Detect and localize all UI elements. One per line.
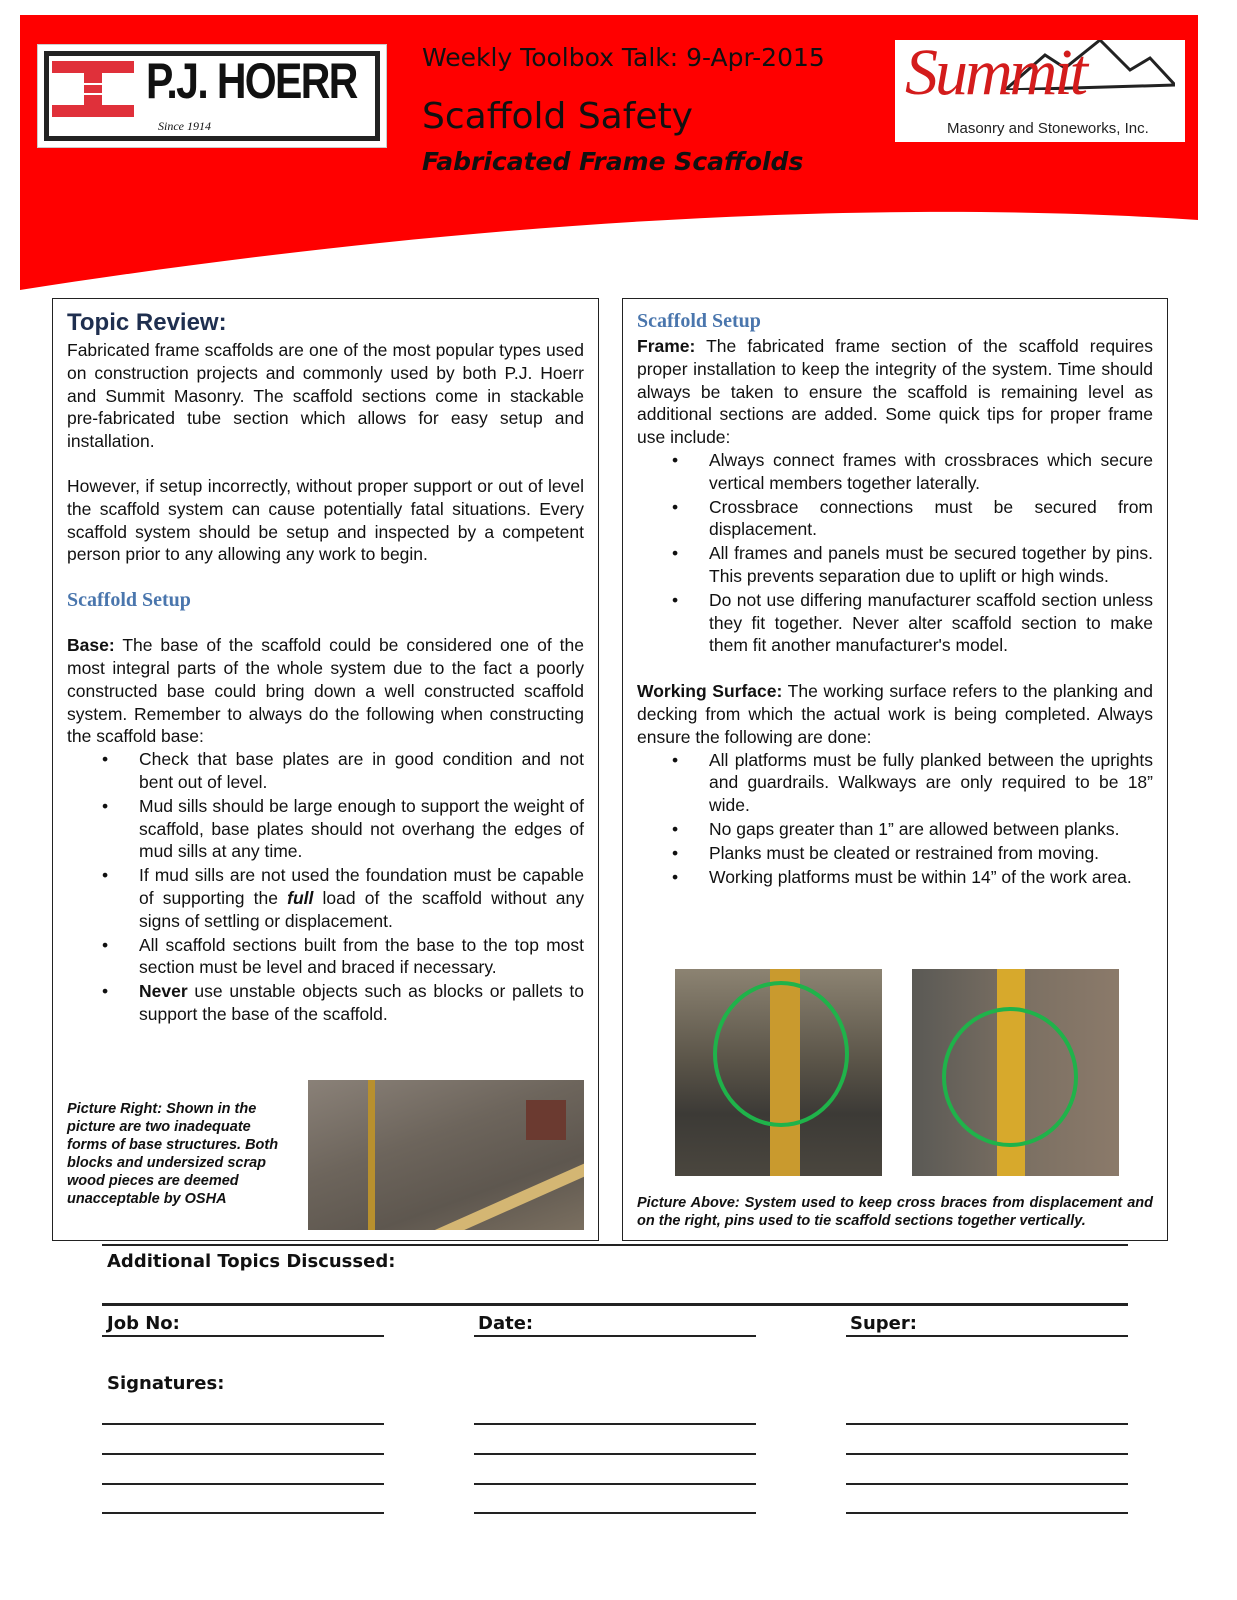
right-picture-row [637, 969, 1153, 1176]
job-no-label: Job No: [107, 1313, 180, 1334]
signature-line[interactable] [474, 1483, 756, 1485]
base-structure-photo [308, 1080, 584, 1230]
intro-paragraph: Fabricated frame scaffolds are one of the most popular types used on construction projects and commonly used by both P.J. Hoerr and Summit Masonry. The scaffold sections come in stackable pre-fabricated tube section which allows for easy setup and installation. [67, 340, 584, 452]
signature-line[interactable] [846, 1453, 1128, 1455]
additional-topics-line[interactable] [102, 1303, 1128, 1306]
list-item: • Crossbrace connections must be secured from displacement. [637, 496, 1153, 542]
date-field[interactable] [474, 1335, 756, 1337]
signature-line[interactable] [474, 1453, 756, 1455]
list-item: • All scaffold sections built from the base to the top most section must be level and braced if necessary. [67, 934, 584, 980]
list-item: • Check that base plates are in good condition and not bent out of level. [67, 748, 584, 794]
page-title: Scaffold Safety [422, 96, 693, 137]
crossbrace-photo [675, 969, 882, 1176]
signature-line[interactable] [102, 1423, 384, 1425]
job-no-field[interactable] [102, 1335, 384, 1337]
i-beam-icon [52, 59, 134, 119]
topic-review-heading: Topic Review: [67, 309, 227, 336]
warning-paragraph: However, if setup incorrectly, without proper support or out of level the scaffold system can cause potentially fatal situations. Every scaffold system should be setup and inspected by a competent person prior to any allowing any work to begin. [67, 475, 584, 565]
super-field[interactable] [846, 1335, 1128, 1337]
frame-paragraph: Frame: The fabricated frame section of the scaffold requires proper installation to keep the integrity of the system. Time should always be taken to ensure the scaffold is remaining level as additional sections are added. Some quick tips for proper frame use include: [637, 336, 1153, 448]
signatures-label: Signatures: [107, 1373, 225, 1394]
header-banner [0, 0, 1237, 300]
base-paragraph: Base: The base of the scaffold could be considered one of the most integral parts of the whole system due to the fact a poorly constructed base could bring down a well constructed scaffold system. Remember to always do the following when constructing the scaffold base: [67, 635, 584, 747]
left-picture-caption: Picture Right: Shown in the picture are two inadequate forms of base structures. Both blocks and undersized scrap wood pieces are deemed unacceptable by OSHA [67, 1101, 279, 1207]
left-panel [52, 298, 599, 1241]
pin-photo [912, 969, 1119, 1176]
list-item: • Never use unstable objects such as blocks or pallets to support the base of the scaffold. [67, 980, 584, 1026]
right-picture-caption: Picture Above: System used to keep cross braces from displacement and on the right, pins used to tie scaffold sections together vertically. [637, 1195, 1153, 1229]
list-item: • Mud sills should be large enough to support the weight of scaffold, base plates should not overhang the edges of mud sills at any time. [67, 795, 584, 863]
summit-logo: Summit Masonry and Stoneworks, Inc. [895, 40, 1185, 142]
list-item: • If mud sills are not used the foundation must be capable of supporting the full load of the scaffold without any signs of settling or displacement. [67, 864, 584, 932]
list-item: • All platforms must be fully planked between the uprights and guardrails. Walkways are only required to be 18” wide. [637, 749, 1153, 817]
signature-line[interactable] [846, 1512, 1128, 1514]
frame-list [637, 449, 1153, 658]
super-label: Super: [850, 1313, 917, 1334]
signature-line[interactable] [474, 1512, 756, 1514]
section-heading: Scaffold Setup [67, 589, 191, 612]
section-heading: Scaffold Setup [637, 310, 761, 332]
additional-topics-label: Additional Topics Discussed: [107, 1251, 396, 1272]
list-item: • Always connect frames with crossbraces which secure vertical members together laterally. [637, 449, 1153, 495]
pj-hoerr-logo: P.J. HOERR Since 1914 [37, 44, 387, 148]
base-list [67, 748, 584, 1027]
working-surface-paragraph: Working Surface: The working surface refers to the planking and decking from which the actual work is being completed. Always ensure the following are done: [637, 681, 1153, 747]
signature-line[interactable] [102, 1453, 384, 1455]
signature-line[interactable] [846, 1483, 1128, 1485]
toolbox-talk-date: Weekly Toolbox Talk: 9-Apr-2015 [422, 43, 825, 72]
list-item: • Working platforms must be within 14” of the work area. [637, 866, 1153, 889]
signature-line[interactable] [102, 1483, 384, 1485]
list-item: • No gaps greater than 1” are allowed between planks. [637, 818, 1153, 841]
list-item: • Do not use differing manufacturer scaffold section unless they fit together. Never alter scaffold section to make them fit another manufacturer's model. [637, 589, 1153, 657]
date-label: Date: [478, 1313, 534, 1334]
list-item: • All frames and panels must be secured together by pins. This prevents separation due to uplift or high winds. [637, 542, 1153, 588]
signature-line[interactable] [846, 1423, 1128, 1425]
right-panel [622, 298, 1168, 1241]
list-item: • Planks must be cleated or restrained from moving. [637, 842, 1153, 865]
left-picture-row [67, 1080, 584, 1230]
working-surface-list [637, 749, 1153, 890]
signature-line[interactable] [474, 1423, 756, 1425]
page-subtitle: Fabricated Frame Scaffolds [422, 147, 804, 176]
signature-line[interactable] [102, 1512, 384, 1514]
